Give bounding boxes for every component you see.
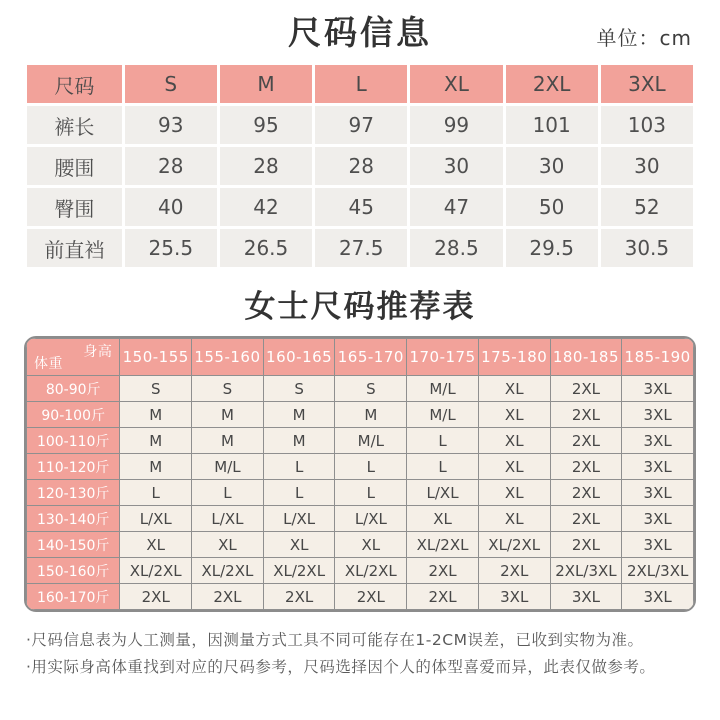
size-table-row-label: 腰围 <box>26 146 124 187</box>
recommend-size-cell: 3XL <box>478 584 550 610</box>
weight-range-label: 120-130斤 <box>27 480 120 506</box>
size-table-row-label: 裤长 <box>26 105 124 146</box>
footnote-reference: ·用实际身高体重找到对应的尺码参考，尺码选择因个人的体型喜爱而异，此表仅做参考。 <box>26 658 656 677</box>
size-table-value-cell: 30.5 <box>599 228 694 269</box>
recommend-size-cell: M/L <box>407 376 479 402</box>
footnote-measurement: ·尺码信息表为人工测量，因测量方式工具不同可能存在1-2CM误差，已收到实物为准。 <box>26 631 644 649</box>
recommend-size-cell: L/XL <box>120 506 192 532</box>
recommend-size-cell: XL <box>478 480 550 506</box>
recommend-size-cell: L <box>407 428 479 454</box>
recommend-table-row <box>27 480 694 506</box>
recommend-table-row <box>27 402 694 428</box>
recommend-table-row <box>27 558 694 584</box>
height-range-header: 170-175 <box>407 339 479 376</box>
recommend-size-cell: 2XL <box>263 584 335 610</box>
recommend-size-cell: XL <box>335 532 407 558</box>
size-table-col-header: M <box>218 64 313 105</box>
recommend-size-cell: M <box>263 428 335 454</box>
size-table-value-cell: 25.5 <box>123 228 218 269</box>
recommend-size-cell: XL <box>263 532 335 558</box>
recommend-size-cell: XL/2XL <box>478 532 550 558</box>
footnotes <box>24 627 696 681</box>
recommend-table-row <box>27 584 694 610</box>
size-table-col-header: L <box>314 64 409 105</box>
recommend-size-cell: L <box>263 480 335 506</box>
size-table-value-cell: 50 <box>504 187 599 228</box>
recommend-table-title: 女士尺码推荐表 <box>244 289 476 325</box>
weight-range-label: 90-100斤 <box>27 402 120 428</box>
recommend-size-cell: M <box>192 402 264 428</box>
recommend-size-cell: XL <box>120 532 192 558</box>
recommend-size-cell: 2XL <box>550 376 622 402</box>
weight-axis-label: 体重 <box>34 356 63 372</box>
size-table-row <box>26 187 695 228</box>
recommend-size-cell: L <box>407 454 479 480</box>
recommend-size-cell: 2XL <box>192 584 264 610</box>
size-table-value-cell: 47 <box>409 187 504 228</box>
size-table-row-label: 前直裆 <box>26 228 124 269</box>
recommend-size-cell: M <box>192 428 264 454</box>
recommend-size-cell: L/XL <box>407 480 479 506</box>
size-table-row <box>26 146 695 187</box>
size-table-value-cell: 30 <box>409 146 504 187</box>
recommend-size-cell: 2XL <box>407 584 479 610</box>
recommend-size-cell: 3XL <box>622 480 694 506</box>
weight-range-label: 150-160斤 <box>27 558 120 584</box>
size-table-value-cell: 40 <box>123 187 218 228</box>
recommend-size-cell: XL/2XL <box>407 532 479 558</box>
size-table-value-cell: 52 <box>599 187 694 228</box>
recommend-table <box>26 338 694 610</box>
recommend-size-cell: 2XL <box>550 402 622 428</box>
size-table-value-cell: 28 <box>218 146 313 187</box>
recommend-size-cell: 3XL <box>622 428 694 454</box>
recommend-size-cell: 2XL <box>478 558 550 584</box>
size-table-value-cell: 30 <box>599 146 694 187</box>
weight-range-label: 130-140斤 <box>27 506 120 532</box>
weight-range-label: 140-150斤 <box>27 532 120 558</box>
recommend-size-cell: L/XL <box>192 506 264 532</box>
height-range-header: 180-185 <box>550 339 622 376</box>
recommend-size-cell: 2XL/3XL <box>622 558 694 584</box>
recommend-size-cell: 2XL <box>550 532 622 558</box>
recommend-size-cell: M <box>120 402 192 428</box>
recommend-size-cell: 3XL <box>622 584 694 610</box>
size-table-row <box>26 105 695 146</box>
recommend-table-row <box>27 454 694 480</box>
size-table-col-header: 3XL <box>599 64 694 105</box>
size-table-col-header: 2XL <box>504 64 599 105</box>
recommend-size-cell: XL <box>478 454 550 480</box>
recommend-size-cell: M/L <box>335 428 407 454</box>
size-table-value-cell: 42 <box>218 187 313 228</box>
recommend-size-cell: 2XL <box>550 454 622 480</box>
recommend-size-cell: S <box>192 376 264 402</box>
recommend-size-cell: S <box>263 376 335 402</box>
size-table-value-cell: 28 <box>123 146 218 187</box>
recommend-size-cell: 2XL <box>550 428 622 454</box>
size-table-value-cell: 26.5 <box>218 228 313 269</box>
recommend-size-cell: 3XL <box>622 532 694 558</box>
size-table-row <box>26 228 695 269</box>
size-table-value-cell: 27.5 <box>314 228 409 269</box>
recommend-size-cell: 2XL <box>335 584 407 610</box>
recommend-size-cell: S <box>120 376 192 402</box>
recommend-size-cell: M/L <box>407 402 479 428</box>
height-range-header: 185-190 <box>622 339 694 376</box>
recommend-size-cell: XL <box>407 506 479 532</box>
recommend-size-cell: 2XL <box>550 506 622 532</box>
recommend-size-cell: L/XL <box>263 506 335 532</box>
recommend-size-cell: XL/2XL <box>335 558 407 584</box>
recommend-size-cell: XL <box>192 532 264 558</box>
weight-range-label: 100-110斤 <box>27 428 120 454</box>
size-table-col-header: S <box>123 64 218 105</box>
size-table-col-header: XL <box>409 64 504 105</box>
height-range-header: 155-160 <box>192 339 264 376</box>
recommend-table-row <box>27 532 694 558</box>
recommend-size-cell: XL <box>478 376 550 402</box>
recommend-size-cell: L <box>263 454 335 480</box>
recommend-size-cell: XL/2XL <box>120 558 192 584</box>
recommend-size-cell: XL <box>478 402 550 428</box>
size-table-corner-header: 尺码 <box>26 64 124 105</box>
recommend-size-cell: L <box>335 480 407 506</box>
title-row <box>24 8 696 58</box>
size-table-value-cell: 97 <box>314 105 409 146</box>
size-table-row-label: 臀围 <box>26 187 124 228</box>
size-table-value-cell: 28 <box>314 146 409 187</box>
page-title: 尺码信息 <box>288 13 432 52</box>
size-info-table <box>24 62 696 270</box>
size-table-value-cell: 45 <box>314 187 409 228</box>
recommend-size-cell: XL <box>478 506 550 532</box>
weight-range-label: 80-90斤 <box>27 376 120 402</box>
recommend-size-cell: M <box>263 402 335 428</box>
recommend-size-cell: 2XL <box>120 584 192 610</box>
size-table-value-cell: 28.5 <box>409 228 504 269</box>
size-table-value-cell: 99 <box>409 105 504 146</box>
height-range-header: 150-155 <box>120 339 192 376</box>
size-table-header-row <box>26 64 695 105</box>
recommend-size-cell: M/L <box>192 454 264 480</box>
corner-cell <box>27 339 120 376</box>
recommend-size-cell: 3XL <box>622 506 694 532</box>
size-table-value-cell: 103 <box>599 105 694 146</box>
recommend-table-row <box>27 506 694 532</box>
recommend-size-cell: M <box>120 428 192 454</box>
size-table-value-cell: 93 <box>123 105 218 146</box>
recommend-size-cell: XL/2XL <box>263 558 335 584</box>
recommend-size-cell: 2XL <box>550 480 622 506</box>
recommend-size-cell: L <box>335 454 407 480</box>
recommend-table-row <box>27 376 694 402</box>
height-range-header: 165-170 <box>335 339 407 376</box>
height-range-header: 160-165 <box>263 339 335 376</box>
size-table-value-cell: 29.5 <box>504 228 599 269</box>
weight-range-label: 110-120斤 <box>27 454 120 480</box>
size-table-value-cell: 95 <box>218 105 313 146</box>
recommend-size-cell: 3XL <box>550 584 622 610</box>
recommend-size-cell: M <box>335 402 407 428</box>
unit-label: 单位：cm <box>596 26 692 50</box>
recommend-table-header-row <box>27 339 694 376</box>
weight-range-label: 160-170斤 <box>27 584 120 610</box>
height-range-header: 175-180 <box>478 339 550 376</box>
recommend-size-cell: 3XL <box>622 454 694 480</box>
recommend-size-cell: L <box>192 480 264 506</box>
recommend-size-cell: L <box>120 480 192 506</box>
recommend-size-cell: 2XL/3XL <box>550 558 622 584</box>
recommend-size-cell: M <box>120 454 192 480</box>
recommend-size-cell: 3XL <box>622 402 694 428</box>
recommend-size-cell: 3XL <box>622 376 694 402</box>
size-table-value-cell: 101 <box>504 105 599 146</box>
height-axis-label: 身高 <box>83 344 113 360</box>
recommend-table-frame <box>24 336 696 612</box>
recommend-size-cell: S <box>335 376 407 402</box>
size-table-value-cell: 30 <box>504 146 599 187</box>
recommend-size-cell: 2XL <box>407 558 479 584</box>
recommend-table-row <box>27 428 694 454</box>
recommend-size-cell: XL <box>478 428 550 454</box>
recommend-size-cell: XL/2XL <box>192 558 264 584</box>
recommend-size-cell: L/XL <box>335 506 407 532</box>
